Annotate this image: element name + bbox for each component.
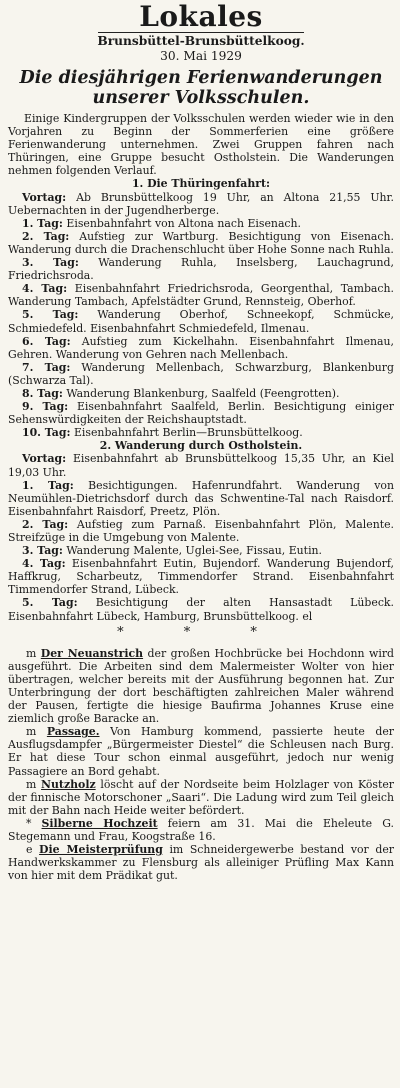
trip2-day [8,544,394,557]
day-label: 3. Tag: [22,544,63,558]
dateline: Brunsbüttel-Brunsbüttelkoog. [97,34,305,48]
news-text: im Schneidergewerbe bestand vor der Handwerkskammer zu Flensburg als alleiniger Prüfling Max Kann von hier mit dem Prädikat gut. [8,843,394,883]
day-label: 4. Tag: [22,557,66,571]
date: 30. Mai 1929 [160,49,242,63]
news-item [8,817,394,843]
trip2-day [8,557,394,596]
news-label: Passage. [46,725,100,739]
news-list [8,647,394,883]
day-text: Aufstieg zum Parnaß. Eisenbahnfahrt Plön, Malente. Streifzüge in die Umgebung von Malente. [8,517,394,544]
trip2-day [8,479,394,518]
day-text: Aufstieg zum Kickelhahn. Eisenbahnfahrt Ilmenau, Gehren. Wanderung von Gehren nach Mellenbach. [8,334,394,361]
trip2-vortag [8,452,394,478]
news-item [8,725,394,777]
day-label: 1. Tag: [22,216,63,230]
trip1-vortag-text: Ab Brunsbüttelkoog 19 Uhr, an Altona 21,55 Uhr. Uebernachten in der Jugendherberge. [8,190,395,217]
day-label: 2. Tag: [22,229,70,243]
trip1-day [8,361,394,387]
trip1-vortag [8,191,394,217]
day-label: 6. Tag: [22,334,71,348]
day-label: 7. Tag: [22,360,71,374]
trip2-day-list [8,479,394,623]
day-text: Eisenbahnfahrt Friedrichsroda, Georgenthal, Tambach. Wanderung Tambach, Apfelstädter Grund, Rennsteig, Oberhof. [8,282,394,309]
day-text: Eisenbahnfahrt von Altona nach Eisenach. [66,216,302,230]
trip1-day [8,217,394,230]
news-text: der großen Hochbrücke bei Hochdonn wird ausgeführt. Die Arbeiten sind dem Malermeister Wolter von hier übertragen, welcher bereits mit der Ausführung begonnen hat. Zur Unterbringung der dort beschäftigten zahlreichen Maler während der Pausen, fertigte die hiesige Baufirma Johannes Kruse eine ziemlich große Baracke an. [8,646,395,726]
news-prefix: m [26,646,37,660]
news-text: löscht auf der Nordseite beim Holzlager von Köster der finnische Motorschoner „Saari“. Die Ladung wird zum Teil gleich mit der Bahn nach Heide weiter befördert. [8,777,395,817]
trip1-day [8,282,394,308]
day-label: 5. Tag: [22,596,78,610]
trip1-day [8,256,394,282]
trip2-day [8,596,394,622]
news-text: Von Hamburg kommend, passierte heute der Ausflugsdampfer „Bürgermeister Diestel“ die Schleusen nach Burg. Er hat diese Tour schon einmal ausgeführt, jedoch nur wenig Passagiere an Bord gehabt. [8,725,394,778]
article-headline: Die diesjährigen Ferienwanderungen unserer Volksschulen. [19,68,383,108]
news-label: Nutzholz [41,777,96,791]
day-label: 9. Tag: [22,400,69,414]
day-label: 10. Tag: [22,426,71,440]
news-prefix: e [26,843,33,857]
news-item [8,647,394,726]
news-text: feiern am 31. Mai die Eheleute G. Stegemann und Frau, Koogstraße 16. [8,816,394,843]
day-text: Wanderung Ruhla, Inselsberg, Lauchagrund, Friedrichsroda. [8,256,394,283]
day-label: 2. Tag: [22,517,69,531]
trip1-day [8,308,394,334]
trip1-day [8,426,394,439]
day-text: Wanderung Blankenburg, Saalfeld (Feengrotten). [66,386,340,400]
divider-stars: * * * [117,624,285,640]
intro-paragraph: Einige Kindergruppen der Volksschulen werden wieder wie in den Vorjahren zu Beginn der Sommerferien eine größere Ferienwanderung unternehmen. Zwei Gruppen fahren nach Thüringen, eine Gruppe besucht Ostholstein. Die Wanderungen nehmen folgenden Verlauf. [8,112,394,178]
day-label: 1. Tag: [22,478,74,492]
day-label: 3. Tag: [22,256,79,270]
news-prefix: * [26,816,32,830]
day-text: Besichtigungen. Hafenrundfahrt. Wanderung von Neumühlen-Dietrichsdorf durch das Schwentine-Tal nach Raisdorf. Eisenbahnfahrt Raisdorf, Preetz, Plön. [8,478,394,518]
news-prefix: m [26,777,37,791]
trip1-day [8,230,394,256]
trip1-title: 1. Die Thüringenfahrt: [131,177,271,191]
trip1-day [8,387,394,400]
trip1-day [8,335,394,361]
day-text: Eisenbahnfahrt Saalfeld, Berlin. Besichtigung einiger Sehenswürdigkeiten der Reichshauptstadt. [8,400,394,427]
trip1-day [8,400,394,426]
trip2-day [8,518,394,544]
day-text: Besichtigung der alten Hansastadt Lübeck. Eisenbahnfahrt Lübeck, Hamburg, Brunsbüttelkoog. el [8,596,394,623]
day-text: Wanderung Oberhof, Schneekopf, Schmücke, Schmiedefeld. Eisenbahnfahrt Schmiedefeld, Ilmenau. [8,308,395,335]
trip2-vortag-text: Eisenbahnfahrt ab Brunsbüttelkoog 15,35 Uhr, an Kiel 19,03 Uhr. [8,452,394,479]
article-body [8,112,394,882]
news-label: Die Meisterprüfung [39,843,163,857]
day-label: 4. Tag: [22,282,68,296]
day-text: Wanderung Mellenbach, Schwarzburg, Blankenburg (Schwarza Tal). [8,360,394,387]
day-text: Aufstieg zur Wartburg. Besichtigung von Eisenach. Wanderung durch die Drachenschlucht über Hohe Sonne nach Ruhla. [8,229,394,256]
news-item [8,843,394,882]
day-text: Eisenbahnfahrt Berlin—Brunsbüttelkoog. [73,426,303,440]
news-label: Silberne Hochzeit [41,816,158,830]
day-text: Wanderung Malente, Uglei-See, Fissau, Eutin. [66,544,323,558]
trip2-title: 2. Wanderung durch Ostholstein. [99,439,303,453]
trip2-vortag-label: Vortag: [22,452,67,466]
day-label: 8. Tag: [22,386,63,400]
trip1-vortag-label: Vortag: [22,190,67,204]
day-text: Eisenbahnfahrt Eutin, Bujendorf. Wanderung Bujendorf, Haffkrug, Scharbeutz, Timmendorfer Strand. Eisenbahnfahrt Timmendorfer Strand, Lübeck. [8,557,394,597]
trip1-day-list [8,217,394,440]
news-prefix: m [26,725,37,739]
news-item [8,778,394,817]
news-label: Der Neuanstrich [40,646,144,660]
day-label: 5. Tag: [22,308,79,322]
section-title: Lokales [139,0,263,33]
